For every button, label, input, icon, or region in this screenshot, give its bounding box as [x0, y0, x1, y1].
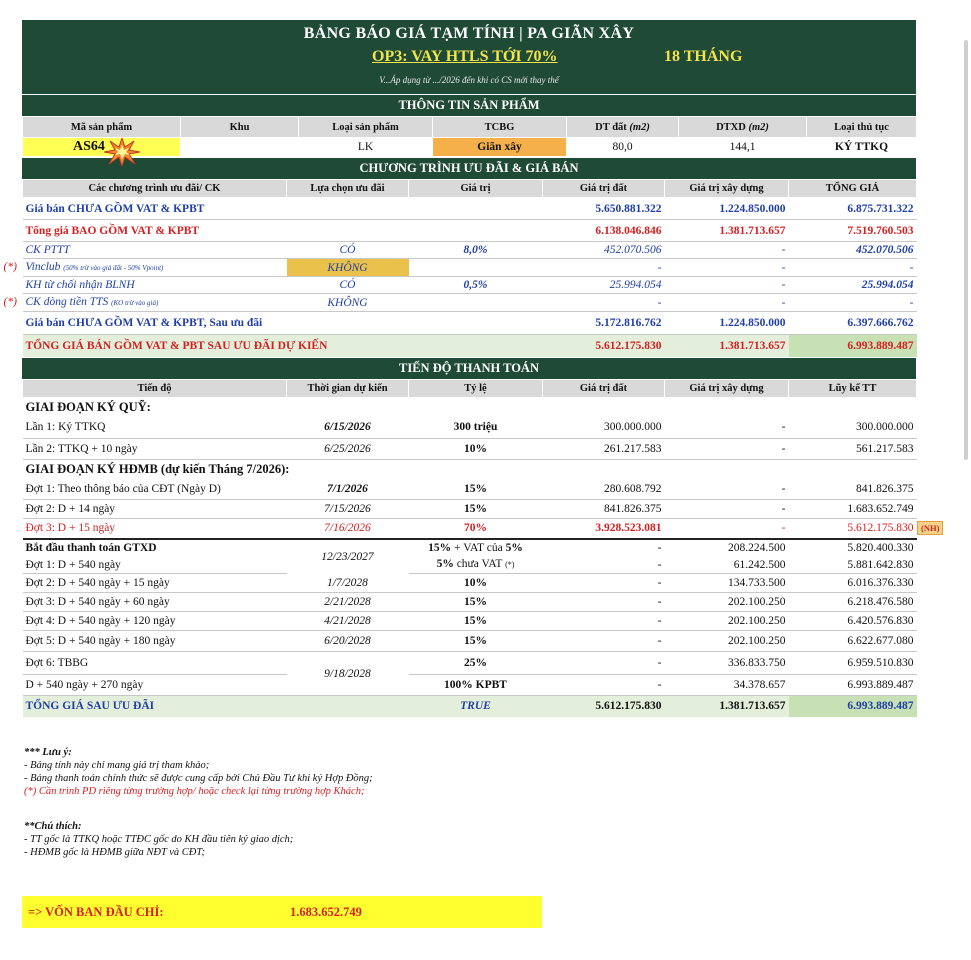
vertical-scrollbar[interactable]: [964, 40, 968, 460]
col-procedure: Loại thủ tục: [807, 117, 917, 138]
schedule-rate: 70%: [464, 522, 487, 535]
schedule-row: [23, 417, 917, 438]
col-promo-value: Giá trị: [409, 180, 543, 198]
price-excl-total: 6.875.731.322: [789, 198, 917, 220]
schedule-total-build: 1.381.713.657: [719, 700, 786, 713]
col-rate: Tỷ lệ: [409, 379, 543, 397]
col-land-area: DT đất (m2): [567, 117, 679, 138]
price-incl-total: 7.519.760.503: [789, 220, 917, 242]
promo-row: [23, 242, 917, 259]
schedule-rate: 15%: [409, 499, 543, 518]
gtxd-rate: 15%: [409, 593, 543, 612]
gtxd-date: 2/21/2028: [287, 593, 409, 612]
gtxd-land: -: [543, 574, 665, 593]
col-zone: Khu: [181, 117, 299, 138]
price-incl-label: Tổng giá BAO GỒM VAT & KPBT: [23, 220, 287, 242]
schedule-date: 7/16/2026: [324, 522, 371, 535]
gtxd-rate-b: 5% chưa VAT (*): [409, 556, 543, 574]
notes-block: [24, 746, 373, 798]
schedule-cum: 5.612.175.830: [847, 522, 914, 535]
gtxd-cum-b: 5.881.642.830: [789, 556, 917, 574]
gtxd-cum: 6.622.677.080: [789, 631, 917, 652]
gtxd-land-b: -: [543, 556, 665, 574]
option-title: OP3: VAY HTLS TỚI 70%: [372, 48, 558, 65]
promo-total: 452.070.506: [789, 242, 917, 259]
notes-title: *** Lưu ý:: [24, 747, 72, 758]
schedule-table: [22, 379, 917, 717]
promo-row: [23, 294, 917, 312]
col-product-code: Mã sản phẩm: [23, 117, 181, 138]
col-land-value: Giá trị đất: [543, 180, 665, 198]
schedule-build: -: [665, 480, 789, 499]
gtxd-build: 202.100.250: [665, 612, 789, 631]
product-zone: [181, 138, 299, 157]
gtxd-last-label2: D + 540 ngày + 270 ngày: [23, 675, 287, 696]
nh-tag: (NH): [917, 521, 943, 535]
legend-line: - HĐMB gốc là HĐMB giữa NĐT và CĐT;: [24, 847, 206, 858]
sheet-header: [22, 20, 916, 94]
promo-land: 25.994.054: [543, 277, 665, 294]
grand-total-row: [23, 335, 917, 357]
legend-line: - TT gốc là TTKQ hoặc TTĐC gốc do KH đầu tiên ký giao dịch;: [24, 834, 294, 845]
col-build-value: Giá trị xây dựng: [665, 379, 789, 397]
gtxd-land: -: [543, 593, 665, 612]
promo-choice: KHÔNG: [287, 259, 409, 277]
promo-value: [409, 294, 543, 312]
gtxd-last-label: Đợt 6: TBBG: [23, 652, 287, 675]
gtxd-last-row: [23, 652, 917, 675]
col-build-area: DTXD (m2): [679, 117, 807, 138]
schedule-label: Lần 1: Ký TTKQ: [23, 417, 287, 438]
schedule-rate: 10%: [409, 438, 543, 459]
gtxd-rate: 15%: [409, 612, 543, 631]
promo-build: -: [665, 294, 789, 312]
gtxd-label: Đợt 3: D + 540 ngày + 60 ngày: [23, 593, 287, 612]
promo-value: 0,5%: [409, 277, 543, 294]
legend-title: **Chú thích:: [24, 821, 82, 832]
schedule-cum: 1.683.652.749: [789, 499, 917, 518]
price-excl-land: 5.650.881.322: [543, 198, 665, 220]
promo-section-title: CHƯƠNG TRÌNH ƯU ĐÃI & GIÁ BÁN: [22, 157, 916, 179]
gtxd-cum: 6.016.376.330: [789, 574, 917, 593]
gtxd-build: 134.733.500: [665, 574, 789, 593]
product-tcbg: Giãn xây: [433, 138, 567, 157]
sheet-title: BẢNG BÁO GIÁ TẠM TÍNH | PA GIÃN XÂY: [303, 25, 635, 42]
col-promo-program: Các chương trình ưu đãi/ CK: [23, 180, 287, 198]
promo-label: (*) CK dòng tiền TTS (KO trừ vào giá): [23, 294, 287, 312]
schedule-label: Lần 2: TTKQ + 10 ngày: [23, 438, 287, 459]
promo-total: 25.994.054: [789, 277, 917, 294]
gtxd-last-row: [23, 675, 917, 696]
gtxd-build: 202.100.250: [665, 593, 789, 612]
col-cumulative: Lũy kế TT: [789, 379, 917, 397]
promo-label: KH từ chối nhận BLNH: [23, 277, 287, 294]
schedule-total-cum: 6.993.889.487: [789, 696, 917, 717]
after-promo-label: Giá bán CHƯA GỒM VAT & KPBT, Sau ưu đãi: [23, 312, 287, 335]
promo-row: [23, 277, 917, 294]
promo-total: -: [789, 294, 917, 312]
col-land-value: Giá trị đất: [543, 379, 665, 397]
schedule-label: Đợt 3: D + 15 ngày: [25, 522, 116, 535]
gtxd-date: 4/21/2028: [287, 612, 409, 631]
promo-value: 8,0%: [409, 242, 543, 259]
price-incl-build: 1.381.713.657: [665, 220, 789, 242]
gtxd-last-build-b: 34.378.657: [665, 675, 789, 696]
gtxd-cum: 6.218.476.580: [789, 593, 917, 612]
schedule-build: -: [665, 417, 789, 438]
price-excl-label: Giá bán CHƯA GỒM VAT & KPBT: [23, 198, 287, 220]
schedule-land: 261.217.583: [543, 438, 665, 459]
gtxd-cum: 6.420.576.830: [789, 612, 917, 631]
gtxd-row: [23, 593, 917, 612]
gtxd-row: [23, 539, 917, 556]
promo-label: (*) Vinclub (50% trừ vào giá đất - 50% Vpoint): [23, 259, 287, 277]
promo-build: -: [665, 277, 789, 294]
grand-total-land: 5.612.175.830: [595, 339, 662, 352]
schedule-land: 280.608.792: [543, 480, 665, 499]
schedule-date: 7/1/2026: [287, 480, 409, 499]
product-procedure: KÝ TTKQ: [807, 138, 917, 157]
price-excl-build: 1.224.850.000: [665, 198, 789, 220]
gtxd-rate: 15%: [409, 631, 543, 652]
gtxd-date: 12/23/2027: [321, 550, 374, 563]
grand-total-total: 6.993.889.487: [789, 335, 917, 357]
product-section-title: THÔNG TIN SẢN PHẨM: [22, 94, 916, 116]
promo-total: -: [789, 259, 917, 277]
gtxd-last-land-a: -: [543, 652, 665, 675]
schedule-section-title: TIẾN ĐỘ THANH TOÁN: [22, 357, 916, 379]
gtxd-last-land-b: -: [543, 675, 665, 696]
promo-build: -: [665, 259, 789, 277]
initial-capital-value: 1.683.652.749: [290, 905, 362, 919]
col-tcbg: TCBG: [433, 117, 567, 138]
gtxd-row: [23, 631, 917, 652]
grand-total-label: TỔNG GIÁ BÁN GỒM VAT & PBT SAU ƯU ĐÃI DỰ KIẾN: [25, 339, 328, 352]
gtxd-last-date: 9/18/2028: [287, 652, 409, 696]
gtxd-row: [23, 556, 917, 574]
gtxd-last-rate-a: 25%: [409, 652, 543, 675]
gtxd-row: [23, 574, 917, 593]
term-label: 18 THÁNG: [664, 48, 743, 65]
note-line: (*) Cần trình PD riêng từng trường hợp/ hoặc check lại từng trường hợp Khách;: [24, 786, 365, 797]
product-type: LK: [299, 138, 433, 157]
promo-choice: CÓ: [287, 242, 409, 259]
gtxd-land-a: -: [657, 542, 662, 554]
promo-land: -: [543, 294, 665, 312]
schedule-date: 6/15/2026: [287, 417, 409, 438]
schedule-total-label: TỔNG GIÁ SAU ƯU ĐÃI: [25, 700, 155, 713]
promo-value: [409, 259, 543, 277]
product-land-area: 80,0: [567, 138, 679, 157]
schedule-land: 3.928.523.081: [595, 522, 662, 535]
schedule-label: Đợt 2: D + 14 ngày: [23, 499, 287, 518]
initial-capital-label: => VỐN BAN ĐẦU CHỈ:: [28, 905, 164, 919]
schedule-build: -: [665, 438, 789, 459]
quote-sheet: [3, 20, 916, 717]
promo-choice: KHÔNG: [287, 294, 409, 312]
gtxd-last-cum-a: 6.959.510.830: [789, 652, 917, 675]
gtxd-rate-a: 15% + VAT của 5%: [428, 542, 523, 554]
schedule-rate: 300 triệu: [409, 417, 543, 438]
schedule-row: [23, 499, 917, 518]
gtxd-last-build-a: 336.833.750: [665, 652, 789, 675]
col-progress: Tiến độ: [23, 379, 287, 397]
schedule-row: [23, 438, 917, 459]
schedule-land: 300.000.000: [543, 417, 665, 438]
price-incl-row: [23, 220, 917, 242]
gtxd-label: Đợt 4: D + 540 ngày + 120 ngày: [23, 612, 287, 631]
gtxd-land: -: [543, 631, 665, 652]
col-expected-date: Thời gian dự kiến: [287, 379, 409, 397]
promo-land: -: [543, 259, 665, 277]
schedule-total-row: [23, 696, 917, 717]
after-promo-row: [23, 312, 917, 335]
gtxd-last-cum-b: 6.993.889.487: [789, 675, 917, 696]
gtxd-cum-a: 5.820.400.330: [847, 542, 914, 554]
schedule-build: -: [781, 522, 786, 535]
initial-capital-box: [22, 896, 542, 928]
gtxd-row: [23, 612, 917, 631]
schedule-date: 7/15/2026: [287, 499, 409, 518]
after-promo-total: 6.397.666.762: [789, 312, 917, 335]
schedule-label: Đợt 1: Theo thông báo của CĐT (Ngày D): [23, 480, 287, 499]
gtxd-land: -: [543, 612, 665, 631]
after-promo-build: 1.224.850.000: [665, 312, 789, 335]
col-total-price: TỔNG GIÁ: [789, 180, 917, 198]
col-product-type: Loại sản phẩm: [299, 117, 433, 138]
col-promo-choice: Lựa chọn ưu đãi: [287, 180, 409, 198]
gtxd-rate: 10%: [409, 574, 543, 593]
promo-row: [23, 259, 917, 277]
after-promo-land: 5.172.816.762: [543, 312, 665, 335]
gtxd-title: Bắt đầu thanh toán GTXD: [25, 542, 157, 554]
promo-choice: CÓ: [287, 277, 409, 294]
col-build-value: Giá trị xây dựng: [665, 180, 789, 198]
price-excl-row: [23, 198, 917, 220]
gtxd-label: Đợt 2: D + 540 ngày + 15 ngày: [23, 574, 287, 593]
gtxd-label: Đợt 5: D + 540 ngày + 180 ngày: [23, 631, 287, 652]
note-line: - Bảng thanh toán chính thức sẽ được cung cấp bởi Chủ Đầu Tư khi ký Hợp Đồng;: [24, 773, 373, 784]
schedule-cum: 841.826.375: [789, 480, 917, 499]
promo-label: CK PTTT: [23, 242, 287, 259]
note-line: - Bảng tính này chỉ mang giá trị tham khảo;: [24, 760, 210, 771]
schedule-total-land: 5.612.175.830: [595, 700, 662, 713]
schedule-total-flag: TRUE: [460, 700, 491, 713]
gtxd-date: 1/7/2028: [287, 574, 409, 593]
promo-land: 452.070.506: [543, 242, 665, 259]
gtxd-build-a: 208.224.500: [728, 542, 786, 554]
schedule-rate: 15%: [409, 480, 543, 499]
stage-contract-title: GIAI ĐOẠN KÝ HĐMB (dự kiến Tháng 7/2026):: [25, 462, 290, 477]
gtxd-build: 202.100.250: [665, 631, 789, 652]
schedule-land: 841.826.375: [543, 499, 665, 518]
product-table: [22, 116, 917, 157]
promo-table: [3, 179, 917, 357]
gtxd-date: 6/20/2028: [287, 631, 409, 652]
schedule-build: -: [665, 499, 789, 518]
legend-block: [24, 820, 293, 859]
grand-total-build: 1.381.713.657: [719, 339, 786, 352]
gtxd-label: Đợt 1: D + 540 ngày: [23, 556, 287, 574]
stage-deposit-title: GIAI ĐOẠN KÝ QUỸ:: [25, 399, 151, 414]
schedule-row: [23, 480, 917, 499]
gtxd-build-b: 61.242.500: [665, 556, 789, 574]
schedule-cum: 561.217.583: [789, 438, 917, 459]
starburst-icon: [104, 138, 140, 166]
schedule-row: [23, 518, 917, 539]
gtxd-last-rate-b: 100% KPBT: [409, 675, 543, 696]
schedule-cum: 300.000.000: [789, 417, 917, 438]
product-code: AS64: [23, 138, 181, 157]
schedule-date: 6/25/2026: [287, 438, 409, 459]
product-build-area: 144,1: [679, 138, 807, 157]
validity-note: V...Áp dụng từ .../2026 đến khi có CS mới thay thế: [379, 75, 559, 85]
price-incl-land: 6.138.046.846: [543, 220, 665, 242]
promo-build: -: [665, 242, 789, 259]
